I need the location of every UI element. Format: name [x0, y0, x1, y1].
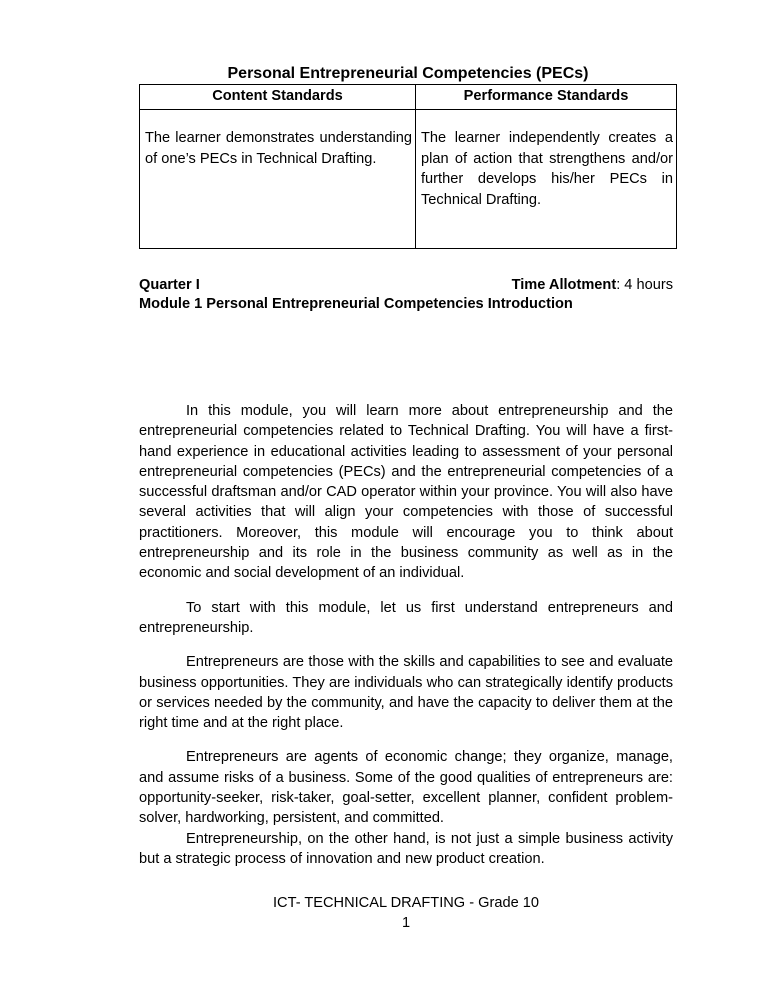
content-standards-cell: The learner demonstrates understanding of one’s PECs in Technical Drafting.	[140, 110, 416, 249]
quarter-line	[139, 275, 673, 295]
table-row	[140, 110, 677, 249]
time-allotment-value: : 4 hours	[616, 277, 673, 293]
paragraph-entrepreneurs-qualities: Entrepreneurs are agents of economic change; they organize, manage, and assume risks of a business. Some of the good qualities of entrepreneurs are: opportunity-seeker, risk-taker, goal-setter, excellent planner, confident problem-solver, hardworking, persistent, and committed.	[139, 749, 673, 827]
footer-course: ICT- TECHNICAL DRAFTING - Grade 10	[273, 895, 539, 911]
page-title: Personal Entrepreneurial Competencies (PECs)	[227, 65, 589, 82]
performance-standards-cell: The learner independently creates a plan of action that strengthens and/or further develops his/her PECs in Technical Drafting.	[416, 110, 677, 249]
paragraph-intro: In this module, you will learn more about entrepreneurship and the entrepreneurial competencies related to Technical Drafting. You will have a first-hand experience in educational activities leading to assessment of your personal entrepreneurial competencies (PECs) and the entrepreneurial competencies of a successful draftsman and/or CAD operator within your province. You will also have several activities that will align your competencies with those of successful practitioners. Moreover, this module will encourage you to think about entrepreneurship and its role in the business community as well as in the economic and social development of an individual.	[139, 403, 673, 582]
standards-table	[139, 84, 677, 249]
paragraph-entrepreneurship: Entrepreneurship, on the other hand, is not just a simple business activity but a strategic process of innovation and new product creation.	[139, 830, 673, 867]
page-footer	[139, 893, 673, 933]
page-number: 1	[401, 915, 411, 931]
module-title: Module 1 Personal Entrepreneurial Competencies Introduction	[139, 296, 573, 312]
paragraph-start: To start with this module, let us first understand entrepreneurs and entrepreneurship.	[139, 599, 673, 636]
table-header-row	[140, 85, 677, 110]
performance-standards-header: Performance Standards	[416, 85, 677, 110]
quarter-label: Quarter I	[139, 277, 200, 293]
time-allotment	[512, 275, 673, 295]
body-text	[139, 401, 673, 869]
time-allotment-label: Time Allotment	[511, 277, 617, 293]
content-standards-header: Content Standards	[140, 85, 416, 110]
paragraph-entrepreneurs-definition: Entrepreneurs are those with the skills and capabilities to see and evaluate business opportunities. They are individuals who can strategically identify products or services needed by the community, and have the capacity to deliver them at the right time and at the right place.	[139, 654, 673, 732]
